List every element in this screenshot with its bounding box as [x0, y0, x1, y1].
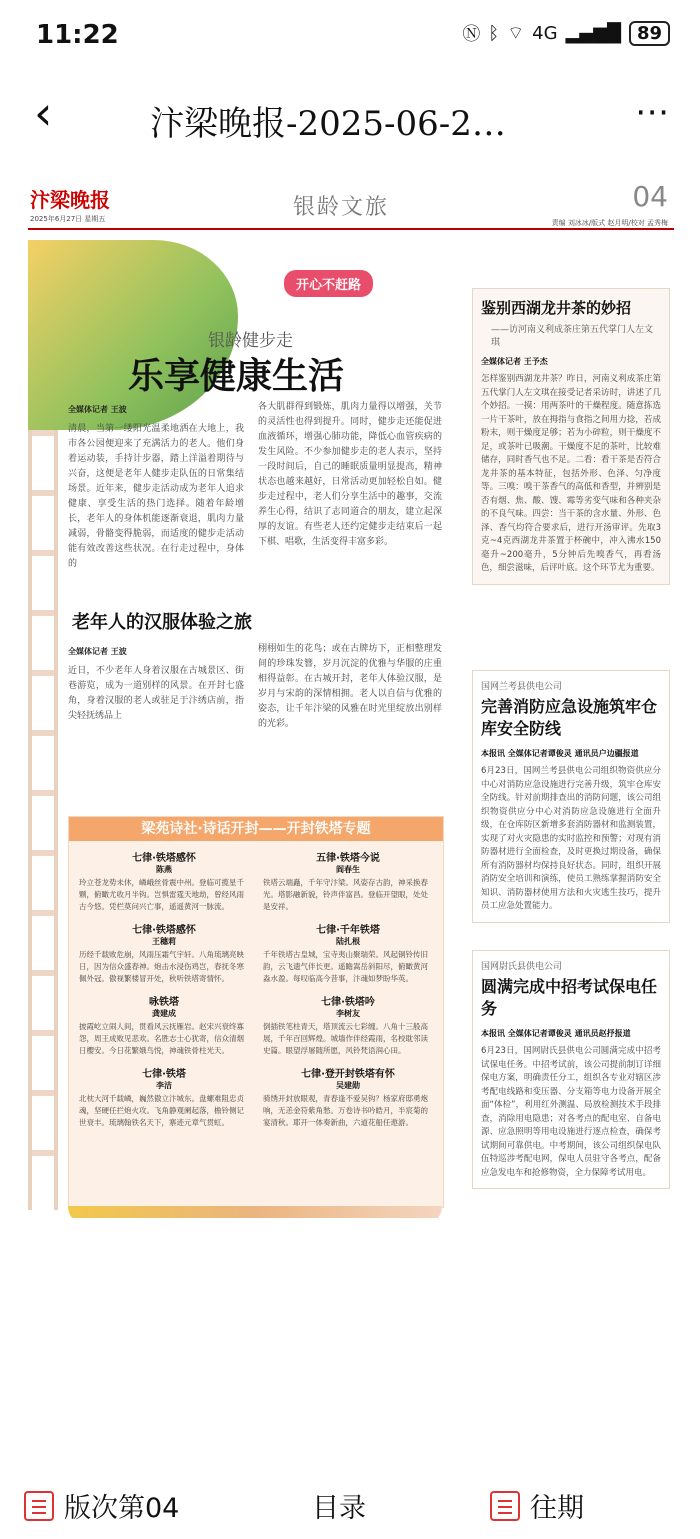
- fire-article-headline: 完善消防应急设施筑牢仓库安全防线: [481, 697, 658, 738]
- app-title: 汴梁晚报-2025-06-2…: [150, 104, 506, 144]
- back-arrow-icon[interactable]: ‹: [34, 86, 53, 140]
- paper-date: 2025年6月27日 星期五: [30, 215, 106, 223]
- bluetooth-icon: ᛒ: [488, 22, 500, 44]
- newspaper-page[interactable]: [28, 178, 674, 1218]
- article2-body-left: 近日，不少老年人身着汉服在古城景区、街巷游览，成为一道别样的风景。在开封七盛角，身着汉服的老人或驻足于汴绣店前，指尖轻抚绣品上: [68, 666, 244, 721]
- wifi-icon: ⌔: [507, 22, 525, 44]
- poem-author: 王穗莉: [152, 937, 176, 946]
- toc-label: 目录: [312, 1493, 366, 1524]
- poem-author: 陆扎根: [336, 937, 360, 946]
- article2-body-right: 栩栩如生的花鸟；或在古牌坊下，正相整理发间的珍珠发簪，岁月沉淀的优雅与华服的庄重相得益彰。在古城开封，老年人体验汉服，是岁月与宋韵的深情相拥。老人以自信与优雅的姿态，让千年汴梁的风雅在时光里绽放出别样的光彩。: [258, 644, 442, 729]
- tea-article-subtitle: ——访河南义利成茶庄第五代掌门人左文琪: [491, 325, 654, 348]
- poem: [79, 993, 249, 1057]
- tree-illustration: [28, 240, 238, 430]
- signal-icon: ▂▄▆█: [565, 22, 621, 44]
- tea-article-body: 怎样鉴别西湖龙井茶？昨日，河南义利成茶庄第五代掌门人左文琪在接受记者采访时，讲述了几个妙招。一摸：用两茶叶的干燥程度。随意拣选一片干茶叶，放在拇指与食指之间用力捻，若成粉末，则干燥度足够；若为小碎粒，则干燥度不足，或茶叶已吸潮。干燥度不足的茶叶，比较难储存，同时香气也不足。二看：看干茶是否符合龙井茶的基本特征，包括外形、色泽、匀净度等。三嗅：嗅干茶香气的高低和香型，并辨别是否有烟、焦、酸、馊、霉等劣变气味和各种夹杂的不良气味。四尝：当干茶的含水量、外形、色泽、香气均符合要求后，进行开汤审评。先取3克~4克西湖龙井茶置于杯碗中，冲入沸水150毫升~200毫升，5分钟后先嗅香气，再看汤色，细尝滋味，后评叶底。这个环节尤为重要。: [481, 374, 661, 573]
- bottom-nav: [0, 1470, 700, 1539]
- article2-headline[interactable]: 老年人的汉服体验之旅: [72, 612, 252, 633]
- exam-article-headline: 圆满完成中招考试保电任务: [481, 977, 658, 1018]
- status-bar: [0, 0, 700, 70]
- poem-author: 吴建勋: [336, 1081, 360, 1090]
- exam-article-box[interactable]: [472, 950, 670, 1189]
- poem-text: 骑绣开封放眼观，青春逢不爱吴钩？杨家府邸勇炮响，无恙金符紫角愁。万卷诗书吟皓月，半宸菊的宴清秋。耶开一体奏新曲，六道花船任遨游。: [263, 1094, 428, 1127]
- past-issues-icon: [490, 1491, 520, 1521]
- exam-article-byline: 本报讯 全媒体记者谭俊灵 通讯员赵抒报道: [481, 1029, 631, 1038]
- fire-article-byline: 本报讯 全媒体记者谭俊灵 通讯员户边疆报道: [481, 749, 639, 758]
- fire-article-box[interactable]: [472, 670, 670, 923]
- tea-article-headline: 鉴别西湖龙井茶的妙招: [481, 299, 632, 317]
- past-issues-label: 往期: [530, 1493, 584, 1524]
- nfc-icon: Ⓝ: [462, 24, 481, 45]
- app-bar: [0, 72, 700, 162]
- article1-body-left: 清晨，当第一缕阳光温柔地洒在大地上，我市各公园便迎来了充满活力的老人。他们身着运动装，手持计步器，踏上洋溢着期待与兴奋，这便是老年人健步走队伍的日常集结场景。近年来，健步走活动成为老年人追求健康、享受生活的热门选择。随着年龄增长，老年人的身体机能逐渐衰退，肌肉力量减弱，骨骼变得脆弱，而适度的健步走活动能有效改善这些状况。在行走过程中，身体的: [68, 424, 244, 569]
- decorative-ladder: [28, 430, 58, 1210]
- feature-tag: 开心不赶路: [284, 270, 373, 297]
- page-number: 04: [632, 180, 668, 213]
- fire-article-company: 国网兰考县供电公司: [481, 682, 563, 692]
- poem-text: 披霞屹立闹人间，贯看风云抚雁岩。赵宋兴衰终寡怨，周王成败见悲欢。名胜志士心犹寄，信众清烟日樱安。今日花繁娥鸟悦，神魂铁骨柱光天。: [79, 1022, 244, 1055]
- paper-logo: 汴梁晚报: [30, 188, 110, 212]
- poem-title: 七律·铁塔: [142, 1069, 186, 1080]
- more-options-icon[interactable]: ⋯: [635, 92, 672, 132]
- exam-article-company: 国网尉氏县供电公司: [481, 962, 563, 972]
- battery-icon: 89: [629, 21, 670, 46]
- poem-author: 龚建成: [152, 1009, 176, 1018]
- edition-label: 版次第04: [64, 1493, 180, 1524]
- poem-title: 七律·铁塔感怀: [132, 853, 196, 864]
- poem-text: 倒插铁笔柱青天，塔顶流云七彩缠。八角十三般高展，千年百回辉煌。城墙作伴经霞雨，名校耽邻读史篇。眼望浮屠随所愿，风铃梵语润心田。: [263, 1022, 428, 1055]
- left-column: [28, 240, 464, 1218]
- section-title: 银龄文旅: [293, 195, 390, 220]
- edition-button[interactable]: [24, 1486, 179, 1525]
- poem-title: 五律·铁塔今说: [316, 853, 380, 864]
- poem-text: 铁塔云端矗，千年守汴梁。风姿存古韵，神采换春光。塔影融新貌，铃声伴富昌。登临开望眼，处处是安祥。: [263, 878, 428, 911]
- poem-text: 玲立苍龙势未休，嶙峨丝骨震中州。登临可揽星千颗，俯瞰尤收月半钩。岂惧雷霆天地劫，曾经风雨古今悠。凭栏莫问兴亡事，遥遥黄河一脉流。: [79, 878, 244, 911]
- toc-button[interactable]: [312, 1486, 366, 1525]
- fire-article-body: 6月23日，国网兰考县供电公司组织物资供应分中心对消防应急设施进行完善升级，筑牢仓库安全防线。针对前期排查出的消防问题，该公司组织物资供应分中心对消防应急设施进行全面升级，在仓库防区新增多套消防器材和监测装置，实现了对火灾隐患的实时监控和预警；对现有消防器材进行全面检查，及时更换过期设备，确保所有消防器材均保持良好状态。同时，组织开展消防安全培训和演练，使员工熟练掌握消防安全知识、消防器材使用方法和火灾逃生技巧，提升员工应急处置能力。: [481, 766, 661, 911]
- article1-headline[interactable]: 乐享健康生活: [128, 355, 345, 397]
- tea-article-box[interactable]: [472, 288, 670, 585]
- article2-byline: 全媒体记者 王波: [68, 647, 127, 656]
- decorative-wave: [68, 1206, 442, 1218]
- poem-author: 李洁: [156, 1081, 172, 1090]
- poem: [263, 849, 433, 913]
- poem-author: 陈燕: [156, 865, 172, 874]
- masthead: [28, 178, 674, 230]
- edition-list-icon: [24, 1491, 54, 1521]
- poetry-box: [68, 816, 444, 1208]
- page-credits: 责编 刘冰冰/版式 赵月明/校对 孟秀梅: [551, 219, 668, 227]
- poem-text: 历经千载败危崩，风雨压霜气宇轩。八角琉璃亮映日，因为信众盛春神。炮击水浸伤鸡岂，春抚冬寒佩外冠。傲视繁楼冒开处，秋听铁塔寄情怀。: [79, 950, 244, 983]
- poem: [263, 1065, 433, 1129]
- poem: [79, 1065, 249, 1129]
- past-issues-button[interactable]: [490, 1486, 584, 1525]
- poem: [79, 921, 249, 985]
- article1-body-right: 各大肌群得到锻炼，肌肉力量得以增强，关节的灵活性也得到提升。同时，健步走还能促进血液循环，增强心肺功能，降低心血管疾病的发生风险。不少参加健步走的老人表示，坚持一段时间后，自己的睡眠质量明显提高，精神状态也越来越好，日常活动更加轻松自如。健步走过程中，老人们分享生活中的趣事，交流养生心得，结识了志同道合的朋友，建立起深厚的友谊。有些老人还约定健步走结束后一起下棋、唱歌，生活变得丰富多彩。: [258, 402, 442, 547]
- poem-text: 千年铁塔古皇城，宝寺夷山聚瑞荣。风起铜铃传旧韵，云飞遗气伴长更。遥瞻嵩岳斜阳尽，俯瞰黄河淼水盈。每叹临高今昔事，汴魂如梦盼华英。: [263, 950, 428, 983]
- network-label: 4G: [532, 22, 558, 44]
- tea-article-byline: 全媒体记者 王予杰: [481, 357, 548, 366]
- poem-title: 七律·铁塔感怀: [132, 925, 196, 936]
- poem: [263, 921, 433, 985]
- poetry-banner: 梁苑诗社·诗话开封——开封铁塔专题: [69, 817, 443, 841]
- poem-title: 七律·千年铁塔: [316, 925, 380, 936]
- poem-title: 七律·铁塔吟: [321, 997, 375, 1008]
- article1-kicker: 银龄健步走: [208, 331, 293, 351]
- poem-title: 咏铁塔: [149, 997, 179, 1008]
- exam-article-body: 6月23日，国网尉氏县供电公司圆满完成中招考试保电任务。中招考试前，该公司提前制订详细保电方案，明确责任分工，组织各专业对辖区涉考配电线路和变压器、分支箱等电力设备开展全面“体检”，利用红外测温、局放检测技术手段排查，消除用电隐患；对各考点的配电室、自备电源、应急照明等用电设施进行逐点检查，确保考试期间可靠供电。中考期间，该公司组织保电队伍特巡涉考配电网，保电人员驻守各考点，配备应急发电车和抢修物资，全力保障考试用电。: [481, 1046, 661, 1178]
- poem-text: 北枕大河千载嶙，巍然傲立汴城东。盘螺难阻忠贞魂，坚硬任拦炮火攻。飞角静观阑起落，檐铃侧记世衰丰。琉璃翰铁名天下，寨迹元章气贯虹。: [79, 1094, 244, 1127]
- poem: [263, 993, 433, 1057]
- clock: 11:22: [36, 20, 119, 50]
- poem-title: 七律·登开封铁塔有怀: [301, 1069, 395, 1080]
- poem: [79, 849, 249, 913]
- article1-byline: 全媒体记者 王波: [68, 405, 127, 414]
- poem-author: 阎春生: [336, 865, 360, 874]
- poem-author: 李树友: [336, 1009, 360, 1018]
